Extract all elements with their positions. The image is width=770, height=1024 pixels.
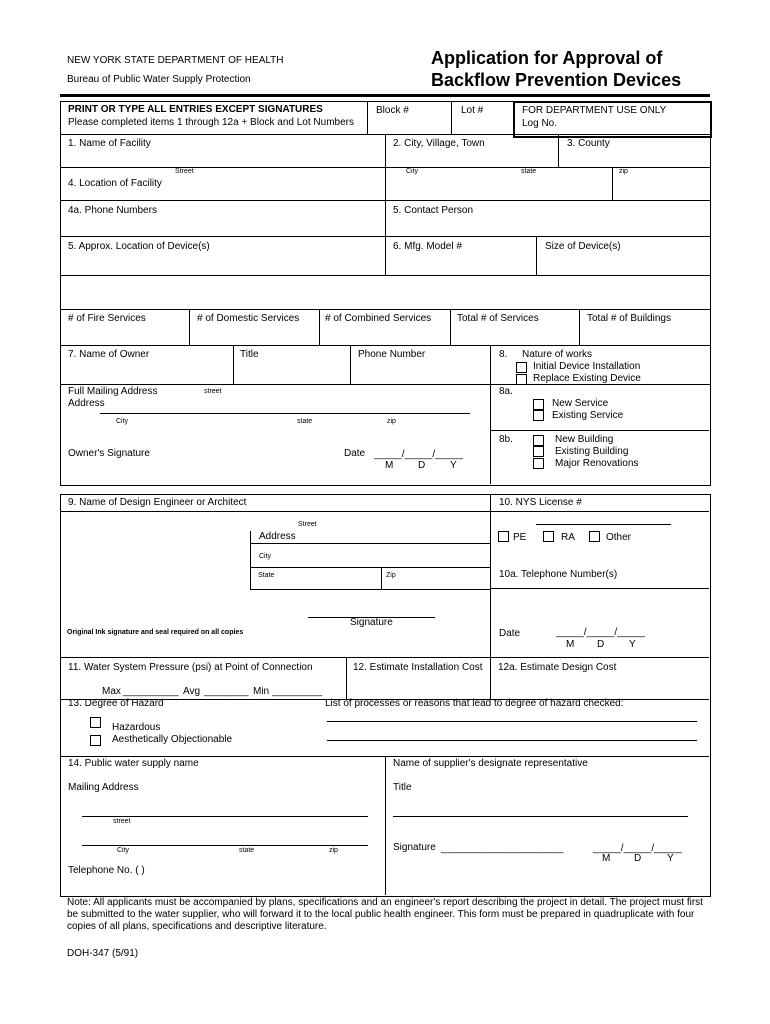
engineer-date-y: Y xyxy=(629,639,636,650)
initial-install-label: Initial Device Installation xyxy=(533,361,641,372)
facility-name-label: 1. Name of Facility xyxy=(68,138,151,149)
pe-label: PE xyxy=(513,532,527,543)
divider xyxy=(385,134,386,275)
label-8b: 8b. xyxy=(499,434,513,445)
owner-name-label: 7. Name of Owner xyxy=(68,349,150,360)
row-line xyxy=(60,200,710,201)
full-mailing-label: Full Mailing Address xyxy=(68,386,158,397)
divider xyxy=(381,567,382,589)
existing-service-label: Existing Service xyxy=(552,410,624,421)
replace-existing-label: Replace Existing Device xyxy=(533,373,641,384)
form-id: DOH-347 (5/91) xyxy=(67,948,139,959)
existing-building-checkbox[interactable] xyxy=(533,446,544,457)
engineer-zip-small: Zip xyxy=(386,572,396,579)
divider xyxy=(319,309,320,345)
engineer-name-label: 9. Name of Design Engineer or Architect xyxy=(68,497,247,508)
instructions-main: PRINT OR TYPE ALL ENTRIES EXCEPT SIGNATURES xyxy=(68,104,323,115)
log-no-label: Log No. xyxy=(522,118,558,129)
supplier-signature-label: Signature xyxy=(393,842,436,853)
min-field[interactable]: _________ xyxy=(272,686,323,697)
major-renovations-checkbox[interactable] xyxy=(533,458,544,469)
supplier-state-small: state xyxy=(239,847,255,854)
divider xyxy=(385,756,386,895)
row-line xyxy=(60,236,710,237)
address-line xyxy=(82,845,368,846)
aesthetic-label: Aesthetically Objectionable xyxy=(112,734,233,745)
existing-service-checkbox[interactable] xyxy=(533,410,544,421)
owner-date-m: M xyxy=(385,460,394,471)
hazard-list-label: List of processes or reasons that lead to degree of hazard checked: xyxy=(325,698,624,709)
min-label: Min xyxy=(253,686,270,697)
hazardous-checkbox[interactable] xyxy=(90,717,101,728)
fire-services-label: # of Fire Services xyxy=(68,313,146,324)
address-label: Address xyxy=(68,398,105,409)
total-services-label: Total # of Services xyxy=(457,313,539,324)
address-line xyxy=(250,589,490,590)
hazardous-label: Hazardous xyxy=(112,722,161,733)
divider xyxy=(450,309,451,345)
engineer-date-m: M xyxy=(566,639,575,650)
contact-person-label: 5. Contact Person xyxy=(393,205,474,216)
designate-label: Name of supplier's designate representative xyxy=(393,758,588,769)
supplier-mailing-label: Mailing Address xyxy=(68,782,139,793)
location-label: 4. Location of Facility xyxy=(68,178,162,189)
design-cost-label: 12a. Estimate Design Cost xyxy=(498,662,617,673)
divider xyxy=(490,345,491,484)
mfg-model-label: 6. Mfg. Model # xyxy=(393,241,462,252)
supplier-title-label: Title xyxy=(393,782,412,793)
row-line xyxy=(60,309,710,310)
state-small: state xyxy=(521,168,537,175)
divider xyxy=(346,657,347,699)
divider xyxy=(233,345,234,384)
owner-phone-label: Phone Number xyxy=(358,349,426,360)
ra-label: RA xyxy=(561,532,575,543)
nature-number: 8. xyxy=(499,349,508,360)
agency-name: NEW YORK STATE DEPARTMENT OF HEALTH xyxy=(67,55,284,66)
label-8a: 8a. xyxy=(499,386,513,397)
owner-signature-label: Owner's Signature xyxy=(68,448,150,459)
bureau-name: Bureau of Public Water Supply Protection xyxy=(67,74,251,85)
new-building-checkbox[interactable] xyxy=(533,435,544,446)
license-label: 10. NYS License # xyxy=(499,497,582,508)
owner-street-small: street xyxy=(204,388,222,395)
address-line xyxy=(250,543,490,544)
other-checkbox[interactable] xyxy=(589,531,600,542)
title-line xyxy=(393,816,688,817)
row-line xyxy=(60,345,710,346)
other-label: Other xyxy=(606,532,632,543)
divider xyxy=(579,309,580,345)
pe-checkbox[interactable] xyxy=(498,531,509,542)
row-line xyxy=(490,588,709,589)
row-line xyxy=(60,275,710,276)
row-line xyxy=(60,657,709,658)
total-buildings-label: Total # of Buildings xyxy=(587,313,671,324)
supplier-zip-small: zip xyxy=(329,847,338,854)
aesthetic-checkbox[interactable] xyxy=(90,735,101,746)
street-small: Street xyxy=(175,168,194,175)
divider xyxy=(367,101,368,134)
phone-numbers-label: 4a. Phone Numbers xyxy=(68,205,157,216)
existing-building-label: Existing Building xyxy=(555,446,629,457)
seal-note: Original Ink signature and seal required on all copies xyxy=(67,629,244,636)
supplier-telephone-label: Telephone No. ( ) xyxy=(68,865,145,876)
row-line xyxy=(60,384,710,385)
form-title-line1: Application for Approval of xyxy=(431,48,663,68)
max-field[interactable]: __________ xyxy=(123,686,179,697)
engineer-telephone-label: 10a. Telephone Number(s) xyxy=(499,569,618,580)
domestic-services-label: # of Domestic Services xyxy=(197,313,300,324)
supplier-date-d: D xyxy=(634,853,642,864)
new-building-label: New Building xyxy=(555,434,614,445)
divider xyxy=(189,309,190,345)
divider xyxy=(536,236,537,275)
row-line xyxy=(490,430,709,431)
engineer-address-label: Address xyxy=(259,531,296,542)
new-service-checkbox[interactable] xyxy=(533,399,544,410)
new-service-label: New Service xyxy=(552,398,609,409)
owner-date-d: D xyxy=(418,460,426,471)
max-label: Max xyxy=(102,686,121,697)
size-of-devices-label: Size of Device(s) xyxy=(545,241,621,252)
address-line xyxy=(250,567,490,568)
header-rule xyxy=(60,94,710,97)
supplier-street-small: street xyxy=(113,818,131,825)
block-label: Block # xyxy=(376,105,409,116)
instructions-sub: Please completed items 1 through 12a + Block and Lot Numbers xyxy=(68,117,354,128)
nature-of-works-label: Nature of works xyxy=(522,349,593,360)
major-renovations-label: Major Renovations xyxy=(555,458,639,469)
city-small: City xyxy=(406,168,419,175)
engineer-state-small: State xyxy=(258,572,275,579)
engineer-date-field[interactable]: _____/_____/_____ xyxy=(556,627,645,638)
owner-date-field[interactable]: _____/_____/_____ xyxy=(374,449,463,460)
owner-date-label: Date xyxy=(344,448,366,459)
hazard-line xyxy=(327,740,697,741)
supplier-signature-field[interactable]: ______________________ xyxy=(441,843,564,854)
supplier-date-y: Y xyxy=(667,853,674,864)
ra-checkbox[interactable] xyxy=(543,531,554,542)
avg-label: Avg xyxy=(183,686,201,697)
supplier-date-m: M xyxy=(602,853,611,864)
engineer-date-label: Date xyxy=(499,628,521,639)
owner-zip-small: zip xyxy=(387,418,396,425)
address-line xyxy=(82,816,368,817)
divider xyxy=(350,345,351,384)
divider xyxy=(250,531,251,589)
lot-label: Lot # xyxy=(461,105,484,116)
engineer-signature-label: Signature xyxy=(350,617,393,628)
initial-install-checkbox[interactable] xyxy=(516,362,527,373)
divider xyxy=(612,167,613,200)
pressure-label: 11. Water System Pressure (psi) at Point of Connection xyxy=(68,662,313,673)
owner-state-small: state xyxy=(297,418,313,425)
engineer-date-d: D xyxy=(597,639,605,650)
combined-services-label: # of Combined Services xyxy=(325,313,432,324)
divider xyxy=(451,101,452,134)
form-title-line2: Backflow Prevention Devices xyxy=(431,70,682,90)
engineer-street-small: Street xyxy=(298,521,317,528)
supplier-city-small: City xyxy=(117,847,130,854)
city-label: 2. City, Village, Town xyxy=(393,138,485,149)
avg-field[interactable]: ________ xyxy=(204,686,249,697)
approx-location-label: 5. Approx. Location of Device(s) xyxy=(68,241,210,252)
zip-small: zip xyxy=(619,168,628,175)
supplier-date-field[interactable]: _____/_____/_____ xyxy=(593,843,682,854)
row-line xyxy=(60,511,709,512)
address-line xyxy=(100,413,470,414)
dept-use-label: FOR DEPARTMENT USE ONLY xyxy=(522,105,667,116)
owner-city-small: City xyxy=(116,418,129,425)
license-line xyxy=(536,524,671,525)
owner-title-label: Title xyxy=(240,349,259,360)
supplier-name-label: 14. Public water supply name xyxy=(68,758,199,769)
install-cost-label: 12. Estimate Installation Cost xyxy=(353,662,483,673)
divider xyxy=(558,134,559,167)
county-label: 3. County xyxy=(567,138,610,149)
owner-date-y: Y xyxy=(450,460,457,471)
hazard-label: 13. Degree of Hazard xyxy=(68,698,164,709)
engineer-city-small: City xyxy=(259,553,272,560)
hazard-line xyxy=(327,721,697,722)
form-title xyxy=(431,47,721,91)
footer-note: Note: All applicants must be accompanied by plans, specifications and an engineer's report describing the project in detail. The project must first be submitted to the water supplier, who will forward it to the local public health engineer. This form must be prepared in quadruplicate with four copies of all plans, specifications and descriptive literature. xyxy=(67,897,703,932)
divider xyxy=(490,494,491,699)
